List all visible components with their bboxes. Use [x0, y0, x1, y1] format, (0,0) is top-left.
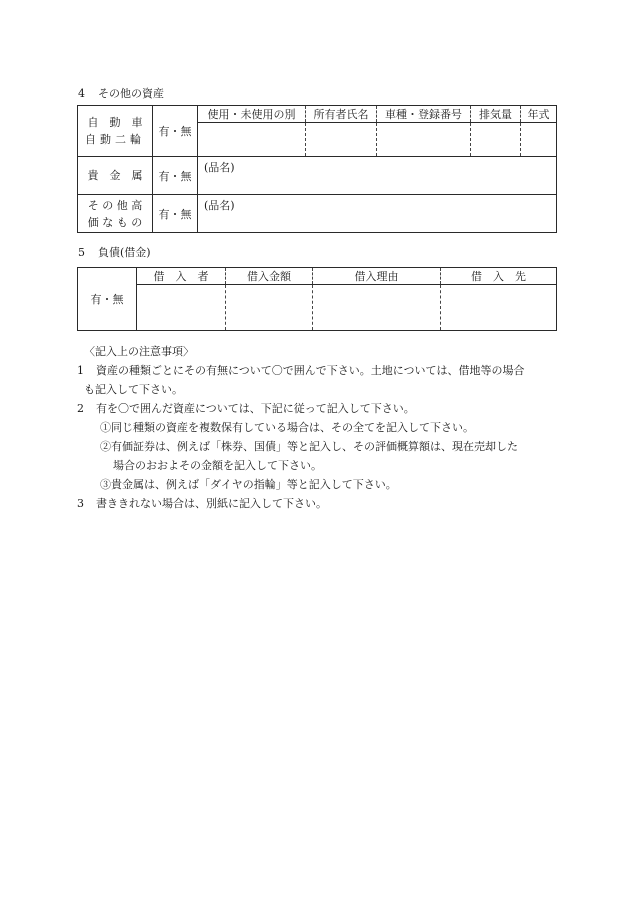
precious-metal-label: 貴 金 属	[78, 157, 153, 195]
note-1-continued: も記入して下さい。	[84, 383, 183, 396]
other-assets-table	[77, 105, 557, 233]
motorcycle-label: 自動二輪	[85, 133, 145, 146]
note-2-sub-2: ②有価証券は、例えば「株券、国債」等と記入し、その評価概算額は、現在売却した	[100, 440, 518, 453]
vehicle-type-input-cell[interactable]	[377, 123, 471, 157]
note-1-text: 資産の種類ごとにその有無について〇で囲んで下さい。土地については、借地等の場合	[96, 364, 525, 377]
owner-input-cell[interactable]	[306, 123, 377, 157]
col-lender: 借 入 先	[441, 268, 557, 285]
precious-metal-item-hint[interactable]: (品名)	[198, 157, 557, 195]
section-5-number: 5	[78, 246, 85, 259]
note-1	[77, 361, 560, 380]
other-valuables-label-cell	[78, 195, 153, 233]
note-2	[77, 399, 560, 418]
section-4-heading	[78, 85, 164, 101]
notes-block	[77, 342, 560, 513]
note-3-text: 書ききれない場合は、別紙に記入して下さい。	[96, 497, 327, 510]
note-2-sub-1: ①同じ種類の資産を複数保有している場合は、その全てを記入して下さい。	[100, 421, 474, 434]
displacement-input-cell[interactable]	[471, 123, 521, 157]
loan-amount-input-cell[interactable]	[226, 285, 313, 331]
col-loan-reason: 借入理由	[313, 268, 441, 285]
col-displacement: 排気量	[471, 106, 521, 123]
col-vehicle-type: 車種・登録番号	[377, 106, 471, 123]
col-loan-amount: 借入金額	[226, 268, 313, 285]
section-5-heading	[78, 244, 151, 260]
note-2-text: 有を〇で囲んだ資産については、下記に従って記入して下さい。	[96, 402, 415, 415]
usage-input-cell[interactable]	[198, 123, 306, 157]
section-4-title: その他の資産	[98, 87, 164, 100]
note-3	[77, 494, 560, 513]
other-valuables-label-2: 価 な も の	[87, 215, 143, 229]
borrower-input-cell[interactable]	[137, 285, 226, 331]
lender-input-cell[interactable]	[441, 285, 557, 331]
note-2-sub-3: ③貴金属は、例えば「ダイヤの指輪」等と記入して下さい。	[100, 478, 397, 491]
other-valuables-label-1: そ の 他 高	[87, 198, 143, 212]
note-1-number: 1	[77, 364, 84, 377]
other-valuables-yesno[interactable]: 有・無	[153, 195, 198, 233]
other-valuables-item-hint[interactable]: (品名)	[198, 195, 557, 233]
note-2-number: 2	[77, 402, 84, 415]
section-5-title: 負債(借金)	[98, 246, 151, 259]
section-4-number: 4	[78, 87, 85, 100]
vehicle-yesno[interactable]: 有・無	[153, 106, 198, 157]
notes-title: 〈記入上の注意事項〉	[84, 345, 194, 358]
note-3-number: 3	[77, 497, 84, 510]
liabilities-table	[77, 267, 557, 331]
note-2-sub-2-continued: 場合のおおよその金額を記入して下さい。	[113, 459, 322, 472]
liabilities-yesno[interactable]: 有・無	[78, 268, 137, 331]
model-year-input-cell[interactable]	[521, 123, 557, 157]
loan-reason-input-cell[interactable]	[313, 285, 441, 331]
col-owner: 所有者氏名	[306, 106, 377, 123]
col-model-year: 年式	[521, 106, 557, 123]
precious-metal-yesno[interactable]: 有・無	[153, 157, 198, 195]
vehicle-label-cell	[78, 106, 153, 157]
vehicle-label: 自 動 車	[87, 116, 143, 129]
col-borrower: 借 入 者	[137, 268, 226, 285]
col-usage: 使用・未使用の別	[198, 106, 306, 123]
